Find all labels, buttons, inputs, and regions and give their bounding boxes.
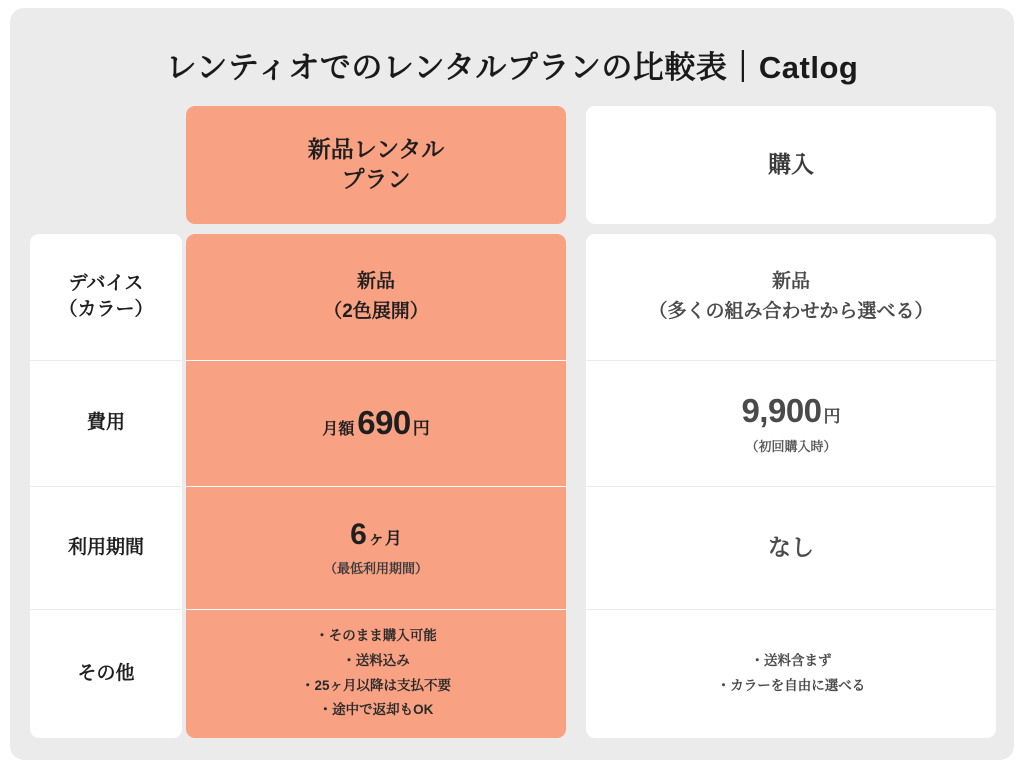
cell-buy-device — [586, 234, 996, 360]
rental-header-line2: プラン — [341, 166, 411, 192]
buy-bullet-1: ・送料含まず — [750, 652, 832, 668]
rental-bullet-2: ・送料込み — [342, 652, 410, 668]
column-header-rental — [186, 106, 566, 224]
cell-rental-other — [186, 609, 566, 738]
buy-price-number: 9,900 — [741, 391, 822, 429]
rental-period-note: （最低利用期間） — [323, 561, 428, 576]
buy-period-value: なし — [768, 534, 814, 561]
cell-rental-device-line2: （2色展開） — [323, 301, 429, 322]
buy-price — [741, 392, 840, 430]
rental-header-line1: 新品レンタル — [307, 136, 445, 163]
comparison-panel — [10, 8, 1014, 760]
buy-header-label: 購入 — [768, 151, 814, 178]
rental-period-number: 6 — [350, 518, 367, 551]
page-title: レンティオでのレンタルプランの比較表｜Catlog — [165, 50, 859, 85]
rental-price-prefix: 月額 — [322, 421, 355, 438]
cell-rental-period — [186, 486, 566, 609]
comparison-grid — [10, 8, 1014, 760]
rental-period — [350, 518, 402, 552]
buy-price-note: （初回購入時） — [745, 438, 837, 454]
rental-bullet-4: ・途中で返却もOK — [318, 702, 434, 718]
rental-price-number: 690 — [357, 404, 411, 441]
row-label-device-line1: デバイス — [68, 273, 144, 295]
row-label-cost — [30, 360, 182, 486]
rental-bullet-3: ・25ヶ月以降は支払不要 — [300, 677, 452, 693]
cell-buy-device-line1: 新品 — [771, 270, 810, 292]
rental-price-suffix: 円 — [412, 419, 430, 438]
row-label-device-line2: （カラー） — [58, 299, 154, 320]
buy-price-suffix: 円 — [823, 406, 841, 426]
row-label-period — [30, 486, 182, 609]
buy-bullet-2: ・カラーを自由に選べる — [716, 677, 866, 693]
row-label-other-text: その他 — [77, 662, 135, 684]
cell-rental-cost — [186, 360, 566, 486]
row-label-period-text: 利用期間 — [67, 536, 144, 558]
rental-other-bullets — [301, 624, 451, 724]
row-label-cost-text: 費用 — [86, 412, 125, 434]
cell-buy-period — [586, 486, 996, 609]
rental-period-unit: ヶ月 — [367, 529, 402, 548]
cell-buy-other — [586, 609, 996, 738]
row-label-device — [30, 234, 182, 360]
row-label-other — [30, 609, 182, 738]
rental-bullet-1: ・そのまま購入可能 — [315, 627, 437, 643]
column-header-buy — [586, 106, 996, 224]
cell-rental-device — [186, 234, 566, 360]
rental-price — [322, 404, 430, 442]
cell-buy-cost — [586, 360, 996, 486]
cell-buy-device-line2: （多くの組み合わせから選べる） — [648, 301, 934, 322]
buy-other-bullets — [717, 649, 866, 699]
cell-rental-device-line1: 新品 — [356, 270, 395, 292]
